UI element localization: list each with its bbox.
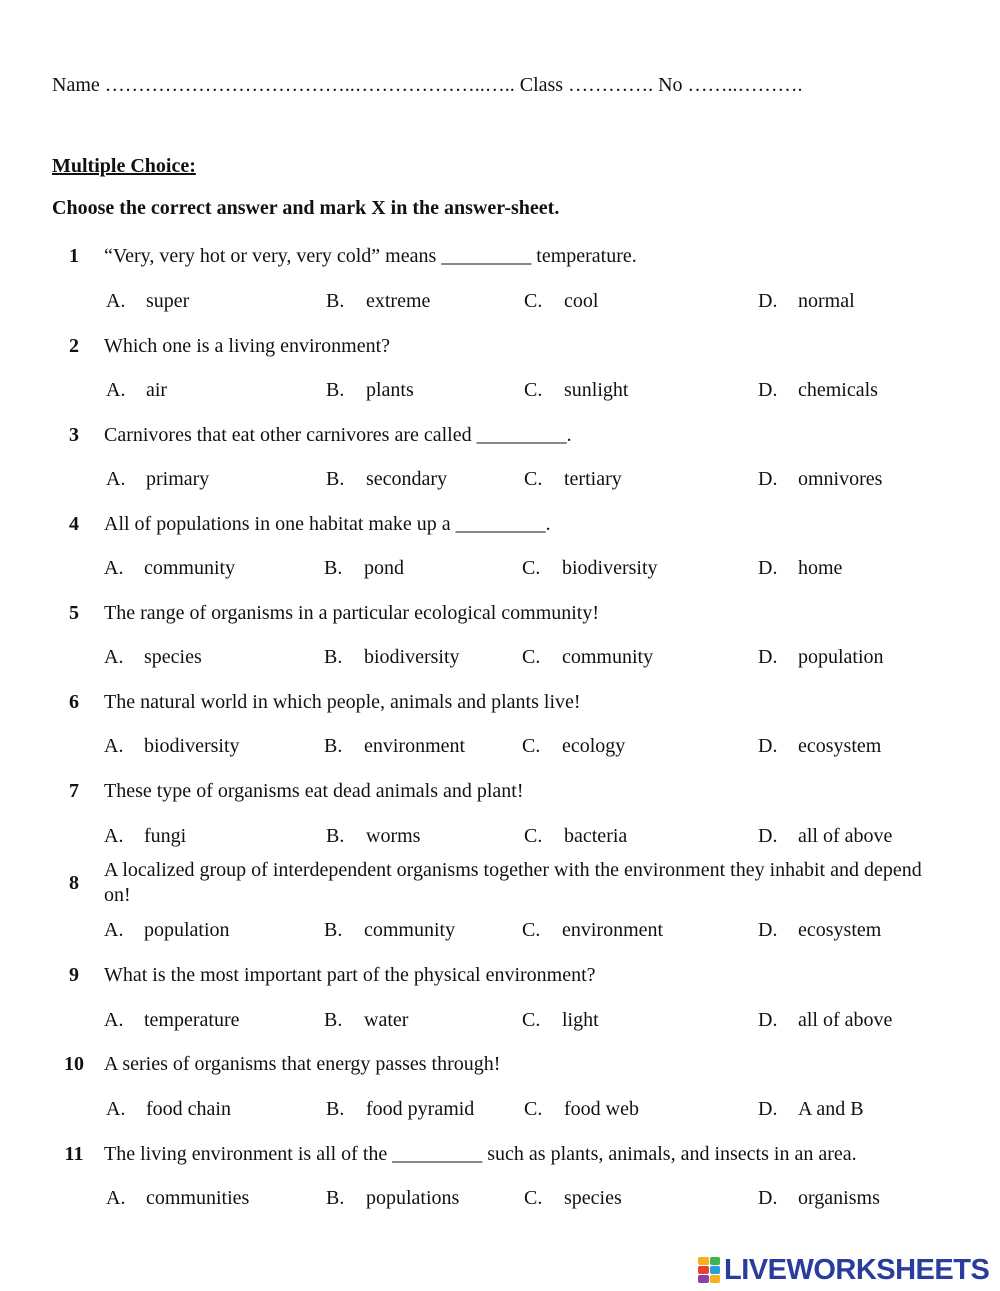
option-text: organisms xyxy=(798,1187,880,1209)
option-text: temperature xyxy=(144,1009,240,1031)
option-b[interactable] xyxy=(326,825,420,848)
option-letter: A. xyxy=(106,1098,126,1120)
option-text: A and B xyxy=(798,1098,864,1120)
option-letter: D. xyxy=(758,825,778,847)
option-letter: B. xyxy=(324,735,343,757)
question-number: 8 xyxy=(69,872,79,894)
option-letter: C. xyxy=(524,468,543,490)
question-number: 5 xyxy=(69,602,79,624)
option-b[interactable] xyxy=(326,1187,459,1210)
option-c[interactable] xyxy=(522,919,663,942)
option-text: all of above xyxy=(798,825,893,847)
option-letter: A. xyxy=(104,646,124,668)
question-text: These type of organisms eat dead animals and plant! xyxy=(104,780,524,802)
option-b[interactable] xyxy=(324,557,404,580)
option-letter: B. xyxy=(324,557,343,579)
option-text: ecosystem xyxy=(798,919,882,941)
option-letter: B. xyxy=(326,1098,345,1120)
option-d[interactable] xyxy=(758,735,881,758)
option-letter: D. xyxy=(758,290,778,312)
option-letter: C. xyxy=(522,735,541,757)
liveworksheets-logo[interactable] xyxy=(698,1254,989,1286)
option-letter: B. xyxy=(324,646,343,668)
option-letter: C. xyxy=(524,1187,543,1209)
option-letter: A. xyxy=(104,1009,124,1031)
option-text: biodiversity xyxy=(144,735,240,757)
option-letter: C. xyxy=(522,919,541,941)
option-b[interactable] xyxy=(326,290,430,313)
option-text: air xyxy=(146,379,168,401)
option-letter: C. xyxy=(524,290,543,312)
question-number: 11 xyxy=(64,1143,84,1165)
option-a[interactable] xyxy=(104,825,186,848)
question-text: A localized group of interdependent organisms together with the environment they inhabit and depend on! xyxy=(104,859,922,906)
option-c[interactable] xyxy=(524,468,622,491)
option-c[interactable] xyxy=(524,290,598,313)
option-text: cool xyxy=(564,290,599,312)
question-number: 1 xyxy=(69,245,79,267)
question-text: The living environment is all of the _________ such as plants, animals, and insects in an area. xyxy=(104,1143,857,1165)
option-text: home xyxy=(798,557,843,579)
question-text: Carnivores that eat other carnivores are called _________. xyxy=(104,424,572,446)
option-letter: B. xyxy=(326,468,345,490)
option-text: environment xyxy=(562,919,664,941)
option-text: food pyramid xyxy=(366,1098,475,1120)
option-letter: B. xyxy=(324,1009,343,1031)
option-text: all of above xyxy=(798,1009,893,1031)
option-text: chemicals xyxy=(798,379,878,401)
option-d[interactable] xyxy=(758,919,881,942)
option-letter: D. xyxy=(758,919,778,941)
question-number: 9 xyxy=(69,964,79,986)
option-text: communities xyxy=(146,1187,250,1209)
logo-text: LIVEWORKSHEETS xyxy=(724,1253,990,1286)
option-text: biodiversity xyxy=(364,646,460,668)
option-text: omnivores xyxy=(798,468,883,490)
option-d[interactable] xyxy=(758,825,892,848)
option-b[interactable] xyxy=(324,1009,408,1032)
option-text: ecology xyxy=(562,735,626,757)
option-d[interactable] xyxy=(758,468,882,491)
option-a[interactable] xyxy=(106,468,209,491)
option-text: sunlight xyxy=(564,379,629,401)
option-text: water xyxy=(364,1009,409,1031)
option-d[interactable] xyxy=(758,290,855,313)
option-b[interactable] xyxy=(326,379,414,402)
option-text: community xyxy=(144,557,236,579)
option-letter: A. xyxy=(104,825,124,847)
option-text: species xyxy=(564,1187,622,1209)
option-letter: D. xyxy=(758,1009,778,1031)
option-letter: B. xyxy=(324,919,343,941)
question-number: 6 xyxy=(69,691,79,713)
option-letter: D. xyxy=(758,379,778,401)
option-letter: B. xyxy=(326,379,345,401)
section-title: Multiple Choice: xyxy=(52,155,196,177)
option-d[interactable] xyxy=(758,379,878,402)
option-a[interactable] xyxy=(104,919,230,942)
option-text: environment xyxy=(364,735,466,757)
option-c[interactable] xyxy=(522,646,653,669)
question-number: 10 xyxy=(64,1053,84,1075)
option-letter: A. xyxy=(106,1187,126,1209)
option-a[interactable] xyxy=(106,1187,249,1210)
question-number: 2 xyxy=(69,335,79,357)
option-a[interactable] xyxy=(104,1009,240,1032)
question-number: 4 xyxy=(69,513,79,535)
option-a[interactable] xyxy=(106,1098,231,1121)
question-text: A series of organisms that energy passes through! xyxy=(104,1053,501,1075)
option-c[interactable] xyxy=(522,735,625,758)
option-text: populations xyxy=(366,1187,460,1209)
option-letter: C. xyxy=(522,1009,541,1031)
option-text: ecosystem xyxy=(798,735,882,757)
option-b[interactable] xyxy=(324,919,455,942)
question-number: 7 xyxy=(69,780,79,802)
option-letter: A. xyxy=(106,290,126,312)
question-text: The natural world in which people, animals and plants live! xyxy=(104,691,581,713)
option-text: secondary xyxy=(366,468,448,490)
option-letter: B. xyxy=(326,290,345,312)
option-letter: A. xyxy=(106,468,126,490)
option-b[interactable] xyxy=(326,1098,474,1121)
option-text: food chain xyxy=(146,1098,231,1120)
option-letter: C. xyxy=(524,1098,543,1120)
option-letter: A. xyxy=(104,557,124,579)
option-text: biodiversity xyxy=(562,557,658,579)
option-text: pond xyxy=(364,557,404,579)
option-letter: A. xyxy=(106,379,126,401)
option-letter: D. xyxy=(758,1098,778,1120)
option-letter: D. xyxy=(758,735,778,757)
option-text: food web xyxy=(564,1098,639,1120)
question-text: All of populations in one habitat make up a _________. xyxy=(104,513,551,535)
option-c[interactable] xyxy=(524,825,627,848)
option-c[interactable] xyxy=(524,1187,622,1210)
liveworksheets-logo-icon xyxy=(698,1257,720,1283)
option-text: light xyxy=(562,1009,599,1031)
option-a[interactable] xyxy=(106,290,189,313)
option-letter: C. xyxy=(524,379,543,401)
option-letter: B. xyxy=(326,825,345,847)
option-c[interactable] xyxy=(522,1009,599,1032)
option-a[interactable] xyxy=(104,735,240,758)
option-text: population xyxy=(798,646,884,668)
option-b[interactable] xyxy=(324,646,460,669)
option-a[interactable] xyxy=(106,379,167,402)
question-text: What is the most important part of the physical environment? xyxy=(104,964,596,986)
option-d[interactable] xyxy=(758,1187,880,1210)
question-text: The range of organisms in a particular ecological community! xyxy=(104,602,600,624)
option-letter: A. xyxy=(104,919,124,941)
option-text: population xyxy=(144,919,230,941)
option-b[interactable] xyxy=(324,735,465,758)
option-text: bacteria xyxy=(564,825,628,847)
option-text: community xyxy=(562,646,654,668)
option-letter: D. xyxy=(758,468,778,490)
option-a[interactable] xyxy=(104,557,235,580)
option-letter: D. xyxy=(758,557,778,579)
option-text: community xyxy=(364,919,456,941)
option-text: species xyxy=(144,646,202,668)
option-d[interactable] xyxy=(758,557,842,580)
option-text: super xyxy=(146,290,190,312)
instructions: Choose the correct answer and mark X in the answer-sheet. xyxy=(52,197,560,219)
option-letter: C. xyxy=(524,825,543,847)
question-text: Which one is a living environment? xyxy=(104,335,391,357)
option-b[interactable] xyxy=(326,468,447,491)
option-letter: D. xyxy=(758,646,778,668)
option-d[interactable] xyxy=(758,1009,892,1032)
option-letter: D. xyxy=(758,1187,778,1209)
question-text: “Very, very hot or very, very cold” means _________ temperature. xyxy=(104,245,637,267)
option-c[interactable] xyxy=(524,1098,639,1121)
option-letter: B. xyxy=(326,1187,345,1209)
option-text: normal xyxy=(798,290,855,312)
option-a[interactable] xyxy=(104,646,202,669)
option-text: fungi xyxy=(144,825,187,847)
question-number: 3 xyxy=(69,424,79,446)
option-text: tertiary xyxy=(564,468,622,490)
option-c[interactable] xyxy=(524,379,628,402)
option-d[interactable] xyxy=(758,1098,864,1121)
option-letter: C. xyxy=(522,646,541,668)
option-d[interactable] xyxy=(758,646,884,669)
option-letter: C. xyxy=(522,557,541,579)
option-text: plants xyxy=(366,379,414,401)
option-letter: A. xyxy=(104,735,124,757)
option-text: primary xyxy=(146,468,210,490)
option-text: extreme xyxy=(366,290,431,312)
name-class-number-line: Name ………………………………..………………..….. Class …………. No ……..………. xyxy=(52,74,803,96)
option-c[interactable] xyxy=(522,557,658,580)
option-text: worms xyxy=(366,825,421,847)
